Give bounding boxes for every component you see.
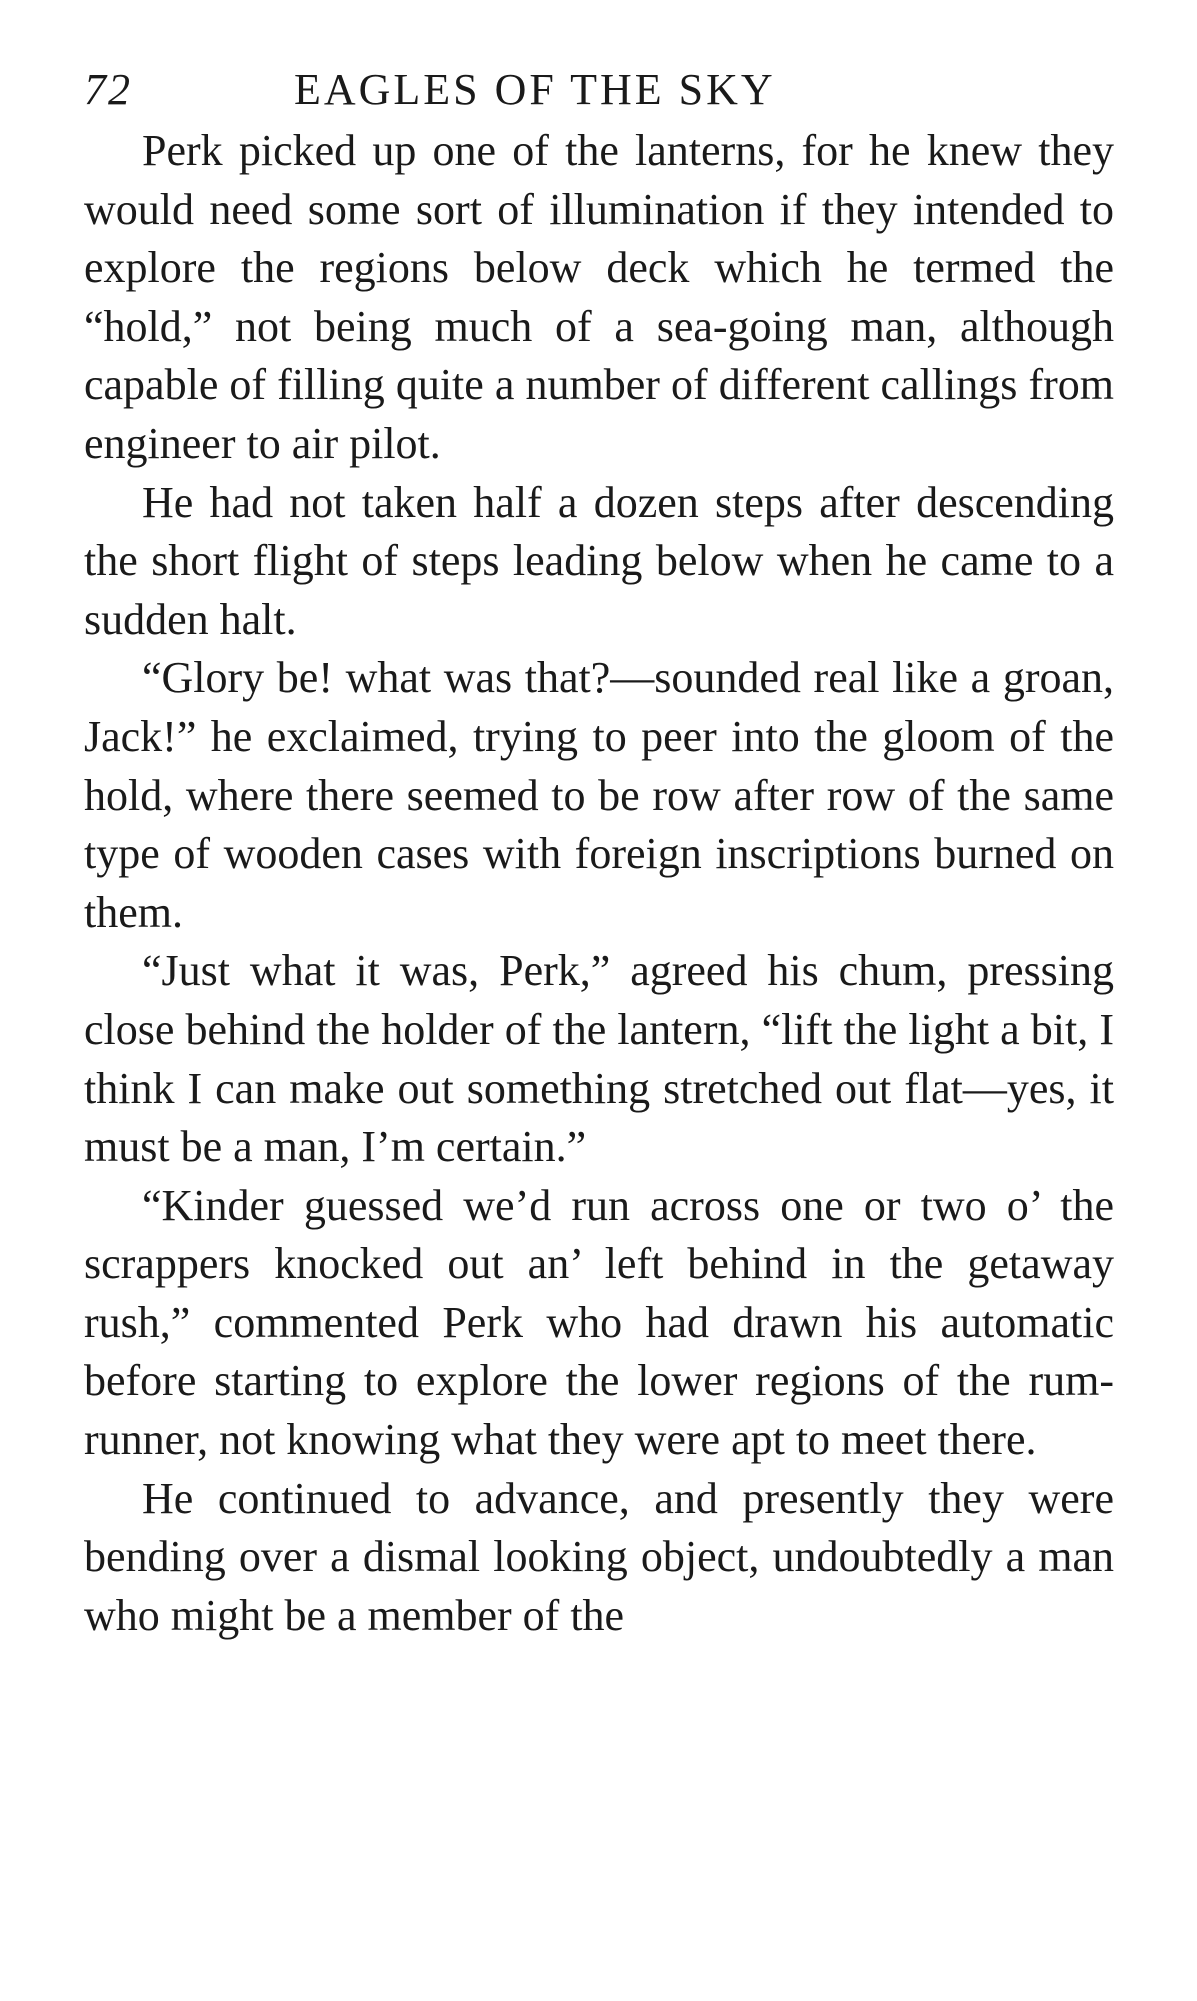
paragraph: “Glory be! what was that?—sounded real like a groan, Jack!” he exclaimed, trying to peer into the gloom of the hold, where there seemed to be row after row of the same type of wooden cases with foreign inscriptions burned on them. xyxy=(84,653,1114,937)
paragraph: “Kinder guessed we’d run across one or two o’ the scrappers knocked out an’ left behind in the getaway rush,” commented Perk who had drawn his automatic before starting to explore the lower regions of the rum-runner, not knowing what they were apt to meet there. xyxy=(84,1180,1114,1465)
book-page xyxy=(84,60,1114,1645)
page-number: 72 xyxy=(84,65,132,114)
paragraph: “Just what it was, Perk,” agreed his chum, pressing close behind the holder of the lantern, “lift the light a bit, I think I can make out something stretched out flat—yes, it must be a man, I’m certain.” xyxy=(84,946,1114,1172)
paragraph: He had not taken half a dozen steps after descending the short flight of steps leading below when he came to a sudden halt. xyxy=(84,477,1114,644)
body-text xyxy=(84,122,1114,1645)
page-header xyxy=(84,60,1114,120)
running-head: EAGLES OF THE SKY xyxy=(294,65,776,114)
paragraph: Perk picked up one of the lanterns, for he knew they would need some sort of illumination if they intended to explore the regions below deck which he termed the “hold,” not being much of a sea-going man, although capable of filling quite a number of different callings from engineer to air pilot. xyxy=(84,126,1114,468)
paragraph: He continued to advance, and presently they were bending over a dismal looking object, undoubtedly a man who might be a member of the xyxy=(84,1473,1114,1640)
